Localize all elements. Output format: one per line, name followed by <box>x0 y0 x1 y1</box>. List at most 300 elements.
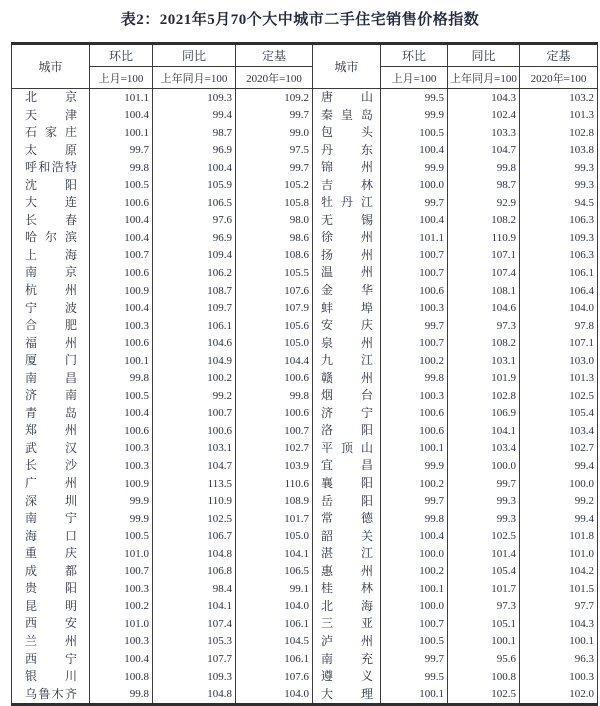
base-cell-right: 102.0 <box>520 686 598 705</box>
city-cell-left <box>12 440 90 458</box>
table-row <box>12 229 598 247</box>
city-cell-left <box>12 124 90 142</box>
col-header-yoy-right: 同比 <box>448 44 520 67</box>
base-cell-left: 105.6 <box>236 317 313 335</box>
table-row <box>12 563 598 581</box>
yoy-cell-left: 100.6 <box>153 422 236 440</box>
col-header-mom-right: 环比 <box>381 44 448 67</box>
city-name: 三亚 <box>321 616 373 631</box>
city-name: 济南 <box>25 388 77 403</box>
table-row <box>12 405 598 423</box>
city-name: 深圳 <box>25 493 77 508</box>
city-name: 洛阳 <box>321 423 373 438</box>
city-name: 厦门 <box>25 353 77 368</box>
city-cell-right <box>313 457 381 475</box>
city-name: 温州 <box>321 265 373 280</box>
city-cell-left <box>12 282 90 300</box>
city-cell-right <box>313 493 381 511</box>
city-cell-left <box>12 89 90 107</box>
table-row <box>12 352 598 370</box>
city-cell-right <box>313 177 381 195</box>
mom-cell-right: 100.2 <box>381 475 448 493</box>
city-cell-right <box>313 212 381 230</box>
city-name: 牡丹江 <box>321 195 373 210</box>
city-cell-left <box>12 563 90 581</box>
yoy-cell-left: 104.6 <box>153 335 236 353</box>
base-cell-right: 101.5 <box>520 580 598 598</box>
mom-cell-left: 99.7 <box>90 142 153 160</box>
yoy-cell-left: 104.7 <box>153 457 236 475</box>
city-name: 杭州 <box>25 283 77 298</box>
city-name: 惠州 <box>321 563 373 578</box>
city-name: 常德 <box>321 511 373 526</box>
yoy-cell-right: 108.2 <box>448 335 520 353</box>
yoy-cell-right: 100.0 <box>448 457 520 475</box>
mom-cell-left: 100.4 <box>90 107 153 125</box>
city-name: 兰州 <box>25 633 77 648</box>
city-name: 郑州 <box>25 423 77 438</box>
city-cell-left <box>12 422 90 440</box>
city-name: 海口 <box>25 528 77 543</box>
yoy-cell-right: 102.5 <box>448 686 520 705</box>
base-cell-right: 106.3 <box>520 247 598 265</box>
mom-cell-left: 100.3 <box>90 580 153 598</box>
yoy-cell-left: 99.4 <box>153 107 236 125</box>
yoy-cell-right: 103.1 <box>448 352 520 370</box>
mom-cell-left: 100.4 <box>90 229 153 247</box>
yoy-cell-right: 104.3 <box>448 89 520 107</box>
mom-cell-left: 100.1 <box>90 124 153 142</box>
col-subheader-base-right: 2020年=100 <box>520 67 598 89</box>
base-cell-left: 104.0 <box>236 598 313 616</box>
yoy-cell-right: 105.4 <box>448 563 520 581</box>
table-row <box>12 615 598 633</box>
city-name: 大理 <box>321 686 373 701</box>
city-cell-right <box>313 528 381 546</box>
yoy-cell-left: 110.9 <box>153 493 236 511</box>
mom-cell-right: 99.7 <box>381 317 448 335</box>
base-cell-left: 98.6 <box>236 229 313 247</box>
yoy-cell-left: 113.5 <box>153 475 236 493</box>
yoy-cell-right: 97.3 <box>448 317 520 335</box>
table-row <box>12 142 598 160</box>
city-name: 重庆 <box>25 546 77 561</box>
yoy-cell-right: 104.1 <box>448 422 520 440</box>
city-cell-left <box>12 598 90 616</box>
city-cell-right <box>313 194 381 212</box>
yoy-cell-right: 99.7 <box>448 475 520 493</box>
mom-cell-left: 101.0 <box>90 545 153 563</box>
city-cell-left <box>12 510 90 528</box>
city-cell-left <box>12 107 90 125</box>
city-cell-right <box>313 633 381 651</box>
table-row <box>12 668 598 686</box>
city-cell-right <box>313 264 381 282</box>
city-name: 天津 <box>25 107 77 122</box>
city-name: 岳阳 <box>321 493 373 508</box>
city-name: 宜昌 <box>321 458 373 473</box>
yoy-cell-left: 107.7 <box>153 651 236 669</box>
base-cell-left: 99.7 <box>236 159 313 177</box>
base-cell-left: 101.7 <box>236 510 313 528</box>
yoy-cell-left: 104.1 <box>153 598 236 616</box>
yoy-cell-left: 106.7 <box>153 528 236 546</box>
base-cell-left: 97.5 <box>236 142 313 160</box>
city-cell-left <box>12 212 90 230</box>
table-row <box>12 264 598 282</box>
mom-cell-left: 100.3 <box>90 317 153 335</box>
mom-cell-right: 100.3 <box>381 300 448 318</box>
base-cell-right: 103.4 <box>520 422 598 440</box>
table-row <box>12 545 598 563</box>
base-cell-right: 103.8 <box>520 142 598 160</box>
mom-cell-left: 100.4 <box>90 300 153 318</box>
base-cell-right: 100.0 <box>520 475 598 493</box>
mom-cell-left: 99.9 <box>90 493 153 511</box>
city-name: 沈阳 <box>25 177 77 192</box>
base-cell-left: 106.5 <box>236 563 313 581</box>
yoy-cell-left: 105.9 <box>153 177 236 195</box>
city-cell-left <box>12 335 90 353</box>
base-cell-right: 94.5 <box>520 194 598 212</box>
city-cell-left <box>12 405 90 423</box>
city-cell-right <box>313 107 381 125</box>
yoy-cell-right: 110.9 <box>448 229 520 247</box>
yoy-cell-right: 104.7 <box>448 142 520 160</box>
mom-cell-right: 99.5 <box>381 89 448 107</box>
city-cell-right <box>313 580 381 598</box>
mom-cell-right: 99.8 <box>381 510 448 528</box>
city-cell-right <box>313 510 381 528</box>
base-cell-left: 107.6 <box>236 282 313 300</box>
base-cell-left: 106.1 <box>236 651 313 669</box>
col-subheader-yoy-left: 上年同月=100 <box>153 67 236 89</box>
mom-cell-right: 100.6 <box>381 422 448 440</box>
mom-cell-left: 100.4 <box>90 651 153 669</box>
city-cell-right <box>313 89 381 107</box>
mom-cell-right: 99.9 <box>381 159 448 177</box>
mom-cell-left: 99.8 <box>90 159 153 177</box>
mom-cell-right: 99.7 <box>381 651 448 669</box>
city-name: 北海 <box>321 598 373 613</box>
table-row <box>12 493 598 511</box>
mom-cell-left: 99.8 <box>90 686 153 705</box>
mom-cell-left: 100.4 <box>90 212 153 230</box>
yoy-cell-right: 100.8 <box>448 668 520 686</box>
city-name: 秦皇岛 <box>321 107 373 122</box>
base-cell-right: 99.4 <box>520 510 598 528</box>
mom-cell-right: 100.2 <box>381 352 448 370</box>
city-name: 银川 <box>25 669 77 684</box>
yoy-cell-right: 92.9 <box>448 194 520 212</box>
yoy-cell-left: 109.7 <box>153 300 236 318</box>
yoy-cell-right: 101.7 <box>448 580 520 598</box>
city-name: 南昌 <box>25 370 77 385</box>
table-row <box>12 194 598 212</box>
mom-cell-left: 100.8 <box>90 668 153 686</box>
mom-cell-left: 100.6 <box>90 264 153 282</box>
base-cell-right: 106.1 <box>520 264 598 282</box>
base-cell-right: 99.4 <box>520 457 598 475</box>
base-cell-right: 103.0 <box>520 352 598 370</box>
base-cell-left: 99.0 <box>236 124 313 142</box>
mom-cell-left: 100.9 <box>90 475 153 493</box>
yoy-cell-right: 102.8 <box>448 387 520 405</box>
table-row <box>12 651 598 669</box>
base-cell-left: 105.8 <box>236 194 313 212</box>
table-row <box>12 89 598 107</box>
mom-cell-right: 100.6 <box>381 405 448 423</box>
city-cell-right <box>313 370 381 388</box>
table-row <box>12 107 598 125</box>
base-cell-left: 108.6 <box>236 247 313 265</box>
col-subheader-mom-right: 上月=100 <box>381 67 448 89</box>
city-name: 上海 <box>25 247 77 262</box>
yoy-cell-right: 95.6 <box>448 651 520 669</box>
city-name: 青岛 <box>25 405 77 420</box>
table-row <box>12 300 598 318</box>
base-cell-right: 100.3 <box>520 668 598 686</box>
city-cell-left <box>12 651 90 669</box>
base-cell-right: 101.3 <box>520 107 598 125</box>
mom-cell-left: 100.5 <box>90 177 153 195</box>
mom-cell-right: 100.4 <box>381 528 448 546</box>
table-row <box>12 317 598 335</box>
city-name: 广州 <box>25 476 77 491</box>
base-cell-right: 101.8 <box>520 528 598 546</box>
city-cell-right <box>313 229 381 247</box>
yoy-cell-left: 96.9 <box>153 142 236 160</box>
city-cell-left <box>12 229 90 247</box>
yoy-cell-left: 107.4 <box>153 615 236 633</box>
yoy-cell-left: 109.3 <box>153 668 236 686</box>
city-cell-left <box>12 457 90 475</box>
base-cell-right: 104.2 <box>520 563 598 581</box>
city-cell-left <box>12 247 90 265</box>
table-row <box>12 159 598 177</box>
base-cell-right: 100.1 <box>520 633 598 651</box>
city-name: 烟台 <box>321 388 373 403</box>
table-row <box>12 528 598 546</box>
mom-cell-right: 99.5 <box>381 668 448 686</box>
table-row <box>12 387 598 405</box>
city-name: 长春 <box>25 212 77 227</box>
city-name: 桂林 <box>321 581 373 596</box>
col-subheader-yoy-right: 上年同月=100 <box>448 67 520 89</box>
yoy-cell-left: 108.7 <box>153 282 236 300</box>
table-row <box>12 633 598 651</box>
city-cell-right <box>313 651 381 669</box>
base-cell-left: 106.1 <box>236 615 313 633</box>
mom-cell-left: 100.7 <box>90 247 153 265</box>
base-cell-left: 99.8 <box>236 387 313 405</box>
mom-cell-right: 99.7 <box>381 194 448 212</box>
city-cell-right <box>313 422 381 440</box>
yoy-cell-right: 104.6 <box>448 300 520 318</box>
mom-cell-left: 100.6 <box>90 422 153 440</box>
city-name: 成都 <box>25 563 77 578</box>
yoy-cell-right: 107.4 <box>448 264 520 282</box>
table-body <box>12 89 598 705</box>
table-row <box>12 422 598 440</box>
city-cell-right <box>313 563 381 581</box>
yoy-cell-left: 98.7 <box>153 124 236 142</box>
base-cell-right: 99.3 <box>520 159 598 177</box>
mom-cell-left: 100.1 <box>90 352 153 370</box>
base-cell-left: 107.6 <box>236 668 313 686</box>
yoy-cell-right: 99.8 <box>448 159 520 177</box>
col-subheader-base-left: 2020年=100 <box>236 67 313 89</box>
city-name: 韶关 <box>321 528 373 543</box>
city-cell-left <box>12 370 90 388</box>
city-name: 南宁 <box>25 511 77 526</box>
yoy-cell-left: 104.8 <box>153 686 236 705</box>
city-cell-left <box>12 194 90 212</box>
city-name: 北京 <box>25 90 77 104</box>
city-cell-left <box>12 177 90 195</box>
base-cell-left: 103.9 <box>236 457 313 475</box>
mom-cell-right: 99.8 <box>381 370 448 388</box>
city-name: 宁波 <box>25 300 77 315</box>
city-cell-right <box>313 475 381 493</box>
yoy-cell-left: 102.5 <box>153 510 236 528</box>
yoy-cell-left: 103.1 <box>153 440 236 458</box>
city-name: 哈尔滨 <box>25 230 77 245</box>
city-cell-left <box>12 317 90 335</box>
base-cell-left: 98.0 <box>236 212 313 230</box>
table-row <box>12 475 598 493</box>
base-cell-left: 100.7 <box>236 422 313 440</box>
city-cell-left <box>12 352 90 370</box>
mom-cell-right: 100.1 <box>381 440 448 458</box>
yoy-cell-right: 101.4 <box>448 545 520 563</box>
base-cell-right: 102.7 <box>520 440 598 458</box>
city-cell-left <box>12 475 90 493</box>
city-cell-right <box>313 352 381 370</box>
city-name: 无锡 <box>321 212 373 227</box>
yoy-cell-right: 97.3 <box>448 598 520 616</box>
table-row <box>12 510 598 528</box>
city-name: 唐山 <box>321 90 373 104</box>
yoy-cell-left: 97.6 <box>153 212 236 230</box>
base-cell-left: 109.2 <box>236 89 313 107</box>
city-cell-right <box>313 247 381 265</box>
mom-cell-right: 100.4 <box>381 212 448 230</box>
city-cell-right <box>313 317 381 335</box>
base-cell-right: 107.1 <box>520 335 598 353</box>
mom-cell-right: 100.4 <box>381 142 448 160</box>
city-name: 武汉 <box>25 440 77 455</box>
base-cell-left: 110.6 <box>236 475 313 493</box>
city-cell-right <box>313 300 381 318</box>
city-name: 安庆 <box>321 318 373 333</box>
yoy-cell-left: 96.9 <box>153 229 236 247</box>
base-cell-left: 104.4 <box>236 352 313 370</box>
mom-cell-left: 99.9 <box>90 510 153 528</box>
mom-cell-right: 100.1 <box>381 580 448 598</box>
city-name: 福州 <box>25 335 77 350</box>
city-cell-left <box>12 615 90 633</box>
mom-cell-left: 100.5 <box>90 387 153 405</box>
yoy-cell-left: 109.3 <box>153 89 236 107</box>
table-row <box>12 282 598 300</box>
mom-cell-right: 99.9 <box>381 457 448 475</box>
mom-cell-right: 99.7 <box>381 493 448 511</box>
table-row <box>12 457 598 475</box>
mom-cell-left: 100.9 <box>90 282 153 300</box>
city-name: 平顶山 <box>321 440 373 455</box>
city-cell-right <box>313 615 381 633</box>
mom-cell-left: 100.7 <box>90 563 153 581</box>
col-header-city-left: 城市 <box>12 44 90 89</box>
city-name: 九江 <box>321 353 373 368</box>
city-cell-left <box>12 159 90 177</box>
yoy-cell-left: 106.8 <box>153 563 236 581</box>
base-cell-left: 108.9 <box>236 493 313 511</box>
mom-cell-left: 100.3 <box>90 457 153 475</box>
mom-cell-right: 101.1 <box>381 229 448 247</box>
base-cell-left: 105.0 <box>236 528 313 546</box>
city-name: 泉州 <box>321 335 373 350</box>
base-cell-right: 106.4 <box>520 282 598 300</box>
yoy-cell-right: 108.1 <box>448 282 520 300</box>
city-name: 遵义 <box>321 669 373 684</box>
city-name: 锦州 <box>321 160 373 175</box>
yoy-cell-left: 100.7 <box>153 405 236 423</box>
yoy-cell-right: 107.1 <box>448 247 520 265</box>
city-cell-right <box>313 159 381 177</box>
header-row-2 <box>12 67 598 89</box>
city-name: 吉林 <box>321 177 373 192</box>
city-name: 赣州 <box>321 370 373 385</box>
mom-cell-left: 100.2 <box>90 598 153 616</box>
mom-cell-left: 100.3 <box>90 440 153 458</box>
base-cell-right: 96.3 <box>520 651 598 669</box>
yoy-cell-right: 105.1 <box>448 615 520 633</box>
mom-cell-left: 100.4 <box>90 405 153 423</box>
yoy-cell-left: 105.3 <box>153 633 236 651</box>
yoy-cell-left: 104.8 <box>153 545 236 563</box>
base-cell-left: 102.7 <box>236 440 313 458</box>
col-header-yoy-left: 同比 <box>153 44 236 67</box>
mom-cell-left: 99.8 <box>90 370 153 388</box>
city-cell-right <box>313 405 381 423</box>
base-cell-left: 105.2 <box>236 177 313 195</box>
mom-cell-right: 100.2 <box>381 563 448 581</box>
yoy-cell-left: 109.4 <box>153 247 236 265</box>
col-header-city-right: 城市 <box>313 44 381 89</box>
base-cell-left: 99.1 <box>236 580 313 598</box>
yoy-cell-right: 102.5 <box>448 528 520 546</box>
yoy-cell-right: 103.3 <box>448 124 520 142</box>
base-cell-right: 97.8 <box>520 317 598 335</box>
base-cell-right: 97.7 <box>520 598 598 616</box>
yoy-cell-left: 106.5 <box>153 194 236 212</box>
table-row <box>12 686 598 705</box>
city-name: 太原 <box>25 142 77 157</box>
mom-cell-left: 100.6 <box>90 194 153 212</box>
header-row-1 <box>12 44 598 67</box>
base-cell-right: 101.0 <box>520 545 598 563</box>
city-cell-right <box>313 335 381 353</box>
city-cell-right <box>313 142 381 160</box>
city-cell-left <box>12 545 90 563</box>
base-cell-right: 101.3 <box>520 370 598 388</box>
col-header-base-left: 定基 <box>236 44 313 67</box>
base-cell-left: 100.6 <box>236 405 313 423</box>
table-row <box>12 247 598 265</box>
city-cell-left <box>12 493 90 511</box>
